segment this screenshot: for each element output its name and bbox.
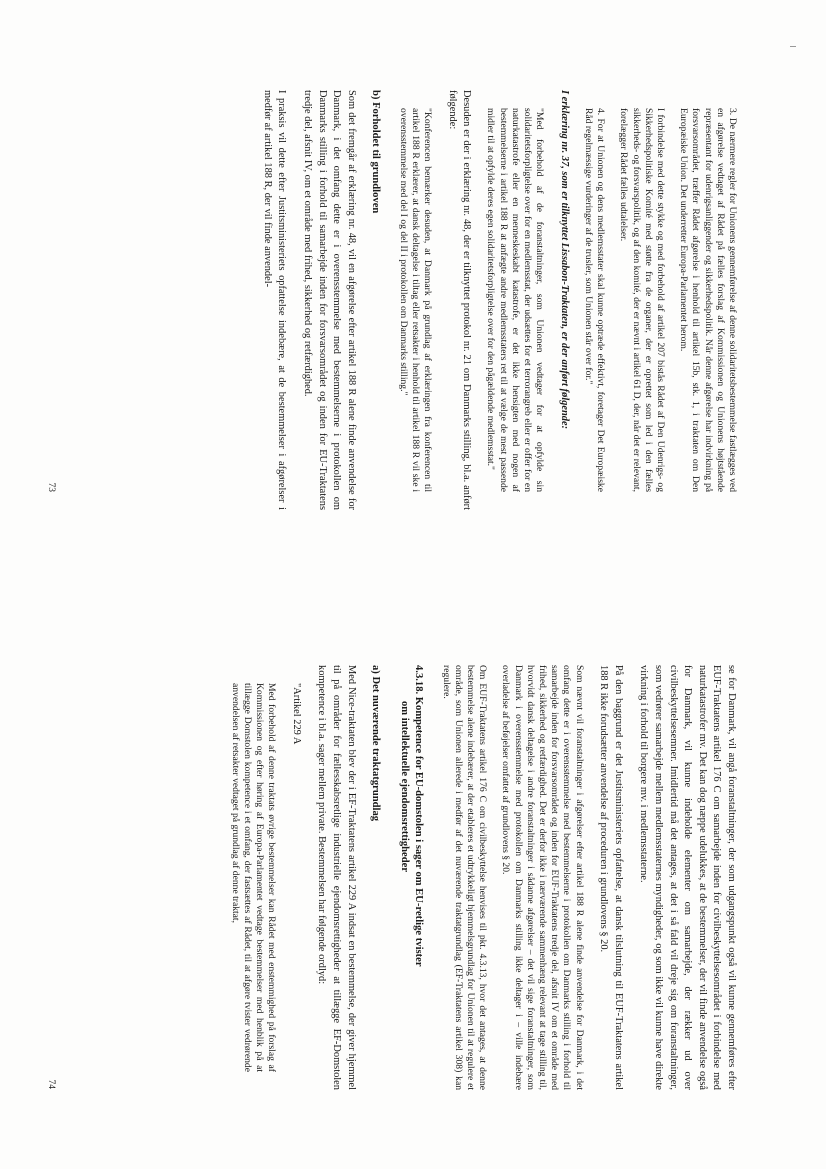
page-number: 73 xyxy=(46,482,56,492)
section-heading-grundloven: b) Forholdet til grundloven xyxy=(370,90,382,214)
heading-line-1: 4.3.18. Kompetence for EU-domstolen i sager om EU-retlige tvister xyxy=(413,665,425,967)
paragraph-article-4: 4. For at Unionen og dens medlemsstater skal kunne optræde effektivt, foretager Det Europæiske Råd regelmæssige vurderinger af de trusler, som Unionen står over for." xyxy=(582,108,607,492)
paragraph-measures: Som nævnt vil foranstaltninger i afgørelser efter artikel 188 R alene finde anvendelse for Danmark, i det omfang dette er i overensstemmelse med bestemmelserne i protokollen om Danmarks stilling i forhold til samarbejde inden for forsvarsområdet og inden for EUF-Traktatens tredje del, afsnit IV om et område med frihed, sikkerhed og retfærdighed. Det er derfor ikke i nærværende sammenhæng relevant at tage stilling til, hvorvidt dansk deltagelse i andre foranstaltninger i sådanne afgørelser – det vil sige foranstaltninger, som Danmark i overensstemmelse med protokollen om Danmarks stilling ikke deltager i – ville indebære overladelse af beføjelser omfattet af grundlovens § 20. xyxy=(500,665,585,1090)
left-text-column xyxy=(248,90,738,510)
quote-declaration-37: "Med forbehold af de foranstaltninger, som Unionen vedtager for at opfylde sin solidaritetsforpligtelse over for en medlemsstat, der udsættes for et terrorangreb eller er offer for en naturkatastrofe eller en menneskeskabt katastrofe, er det ikke hensigten med nogen af bestemmelserne i artikel 188 R at anfægte andre medlemsstaters ret til at vælge de mest passende midler til at opfylde deres egen solidaritetsforpligtelse over for den pågældende medlemsstat." xyxy=(485,108,546,492)
quote-article-229a-title: "Artikel 229 A xyxy=(290,683,302,745)
paragraph-conclusion-s20: På den baggrund er det Justitsministeriets opfattelse, at dansk tilslutning til EUF-Traktatens artikel 188 R ikke forudsætter anvendelse af proceduren i grundlovens § 20. xyxy=(598,665,624,1090)
page-74 xyxy=(0,585,826,1169)
subsection-heading-current-treaty: a) Det nuværende traktatgrundlag xyxy=(370,665,382,822)
paragraph-declaration-37-intro xyxy=(556,90,571,510)
paragraph-declaration-48-intro: Desuden er der i erklæring nr. 48, der er tilknyttet protokol nr. 21 om Danmarks stilling, bl.a. anført følgende: xyxy=(446,90,473,510)
section-heading-4-3-18 xyxy=(396,665,425,1090)
page-number: 74 xyxy=(46,1079,56,1089)
quote-article-229a-body: Med forbehold af denne traktats øvrige bestemmelser kan Rådet med enstemmighed på forslag af Kommissionen og efter høring af Europa-Parlamentet vedtage bestemmelser med henblik på at tillægge Domstolen kompetence i et omfang, der fastsættes af Rådet, til at afgøre tvister vedrørende anvendelsen af retsakter vedtaget på grundlag af denne traktat, xyxy=(229,683,278,1072)
heading-line-2: om intellektuelle ejendomsrettigheder xyxy=(398,701,410,873)
paragraph-nice-treaty: Med Nice-traktaten blev der i EF-Traktatens artikel 229 A indsat en bestemmelse, der giver hjemmel til på områder for fællesskabsretlige industrielle ejendomsrettigheder at tillægge EF-Domstolen kompetence i bl.a. sager mellem private. Bestemmelsen har følgende ordlyd: xyxy=(316,665,357,1090)
paragraph-relation-constitution: Som det fremgår af erklæring nr. 48, vil en afgørelse efter artikel 188 R alene finde anvendelse for Danmark, i det omfang dette er i overensstemmelse med bestemmelserne i protokollen om Danmarks stilling i forhold til samarbejde inden for forsvarsområdet og inden for EU-Traktatens tredje del, afsnit IV, om et område med frihed, sikkerhed og retfærdighed. xyxy=(301,90,357,510)
declaration-37-lead: I erklæring nr. 37, som er tilknyttet Lissabon-Traktaten, er der anført følgende: xyxy=(558,90,570,430)
paragraph-article-176c: Om EUF-Traktatens artikel 176 C om civilbeskyttelse henvises til pkt. 4.3.13, hvor det antages, at denne bestemmelse alene indebærer, at der etableres et udtrykkeligt hjemmelsgrundlag for Unionen til at regulere et område, som Unionen allerede i medfør af det nuværende traktatgrundlag (EF-Traktatens artikel 308) kan regulere. xyxy=(440,665,489,1090)
paragraph-continuation: se for Danmark, vil angå foranstaltninger, der som udgangspunkt også vil kunne gennemføres efter EUF-Traktatens artikel 176 C om samarbejde inden for civilbeskyttelsesområdet i forbindelse med naturkatastrofer mv. Det kan dog næppe udelukkes, at de bestemmelser, der vil finde anvendelse også for Danmark, vil kunne indeholde elementer om samarbejde, der rækker ud over civilbeskyttelsesemner. Imidlertid må det antages, at det i så fald vil dreje sig om foranstaltninger, som vedrører samarbejde mellem medlemsstaternes myndigheder, og som ikke vil kunne have direkte virkning i forhold til borgere mv. i medlemsstaterne. xyxy=(638,665,737,1090)
paragraph-practice: I praksis vil dette efter Justitsministeriets opfattelse indebære, at de bestemmelser i afgørelser i medfør af artikel 188 R, der vil finde anvendel- xyxy=(261,90,288,510)
right-text-column xyxy=(217,665,738,1090)
quote-declaration-48: "Konferencen bemærker desuden, at Danmark på grundlag af erklæringen fra konferencen til artikel 188 R erklærer, at dansk deltagelse i tiltag eller retsakter i henhold til artikel 188 R vil ske i overensstemmelse med del I og del II i protokollen om Danmarks stilling." xyxy=(397,108,433,492)
page-73 xyxy=(0,0,826,584)
paragraph-article-3: 3. De nærmere regler for Unionens gennemførelse af denne solidaritetsbestemmelse fastlægges ved en afgørelse vedtaget af Rådet på fælles forslag af Kommissionen og Unionens højtstående repræsentant for udenrigsanliggender og sikkerhedspolitik. Når denne afgørelse har indvirkning på forsvarsområdet, træffer Rådet afgørelse i henhold til artikel 15b, stk. 1, i traktaten om Den Europæiske Union. Det underretter Europa-Parlamentet herom. xyxy=(678,108,738,492)
paragraph-article-3-committee: I forbindelse med dette stykke og med forbehold af artikel 207 bistås Rådet af Den Udenrigs- og Sikkerhedspolitiske Komité med støtte fra de organer, der er oprettet som led i den fælles sikkerheds- og forsvarspolitik, og af den komité, der er nævnt i artikel 61 D, der, når det er relevant, forelægger Rådet fælles udtalelser. xyxy=(618,108,666,492)
